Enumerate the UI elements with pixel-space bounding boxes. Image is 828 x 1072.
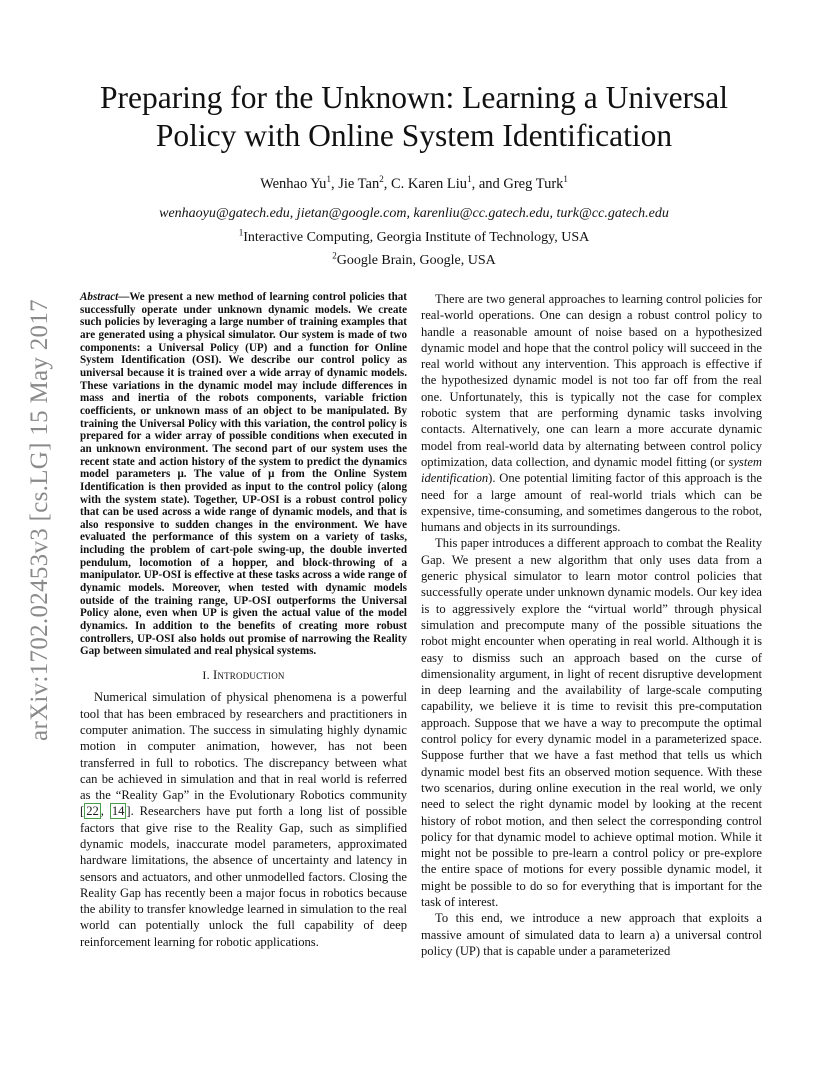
author-name: Wenhao Yu: [260, 175, 327, 192]
affiliations-block: [60, 205, 768, 270]
citation-link[interactable]: 14: [111, 804, 125, 819]
author-name: Greg Turk: [503, 175, 564, 192]
arxiv-identifier: arXiv:1702.02453v3 [cs.LG] 15 May 2017: [26, 299, 53, 741]
section-number: I.: [202, 668, 210, 683]
abstract: [80, 291, 407, 658]
citation-link[interactable]: 22: [86, 804, 99, 819]
title-line-2: Policy with Online System Identification: [155, 118, 673, 153]
affiliation-line: $^1$Interactive Computing, Georgia Institute of Technology, USA: [238, 227, 590, 245]
right-column: [421, 291, 762, 959]
author-affil-marker: 1: [326, 174, 331, 184]
author-name: C. Karen Liu: [390, 175, 468, 192]
paper-title: [60, 79, 768, 155]
intro-paragraph: Numerical simulation of physical phenomena is a powerful tool that has been embraced by researchers and practitioners in computer animation. The success in simulating highly dynamic motion in computer animation, however, has not been transferred in full to robotics. The discrepancy between what can be achieved in simulation and that in real world is referred as the “Reality Gap” in the Evolutionary Robotics community [ 22 , 14 ]. Researchers have put forth a long list of possible factors that give rise to the Reality Gap, such as simplified dynamic models, inaccurate model parameters, approximated hardware limitations, the absence of uncertainty and latency in sensors and actuators, and other unmodelled factors. Closing the Reality Gap has recently been a major focus in robotics because the ability to transfer knowledge learned in simulation to the real world can potentially unlock the full capability of deep reinforcement learning for robotic applications.: [80, 690, 407, 949]
affiliation-line: $^2$Google Brain, Google, USA: [332, 250, 496, 269]
abstract-label: Abstract: [80, 291, 119, 303]
author-separator: ,: [330, 175, 339, 192]
left-column: [80, 291, 407, 950]
body-paragraph: This paper introduces a different approach to combat the Reality Gap. We present a new algorithm that only uses data from a generic physical simulator to learn motor control policies that successfully operate under unknown dynamic models. Our key idea is to aggressively explore the “virtual world” through physical simulation and precompute many of the possible situations the robot might encounter when operating in real world. Although it is easy to dismiss such an approach based on the curse of dimensionality argument, in light of recent disruptive development in deep learning and the availability of large-scale computing capability, we believe it is time to revisit this pre-computation approach. Suppose that we have a way to precompute the optimal control policy for every dynamic model in a parameterized space. Suppose further that we have a fast method that tells us which dynamic model best fits an observed motion sequence. With these two scenarios, during online execution in the real world, we only need to select the right dynamic model by looking at the recent history of robot motion, and then select the corresponding control policy for that dynamic model to achieve optimal motion. While it might not be possible to pre-learn a control policy or pre-explore the entire space of motions for every possible dynamic model, it might be possible to do so for everything that is important for the task of interest.: [421, 536, 762, 909]
body-paragraph: To this end, we introduce a new approach that exploits a massive amount of simulated data to learn a) a universal control policy (UP) that is capable under a parameterized: [421, 911, 762, 958]
author-affil-marker: 2: [379, 174, 384, 184]
abstract-text: —We present a new method of learning control policies that successfully operate under unknown dynamic models. We create such policies by leveraging a large number of training examples that are generated using a physical simulator. Our system is made of two components: a Universal Policy (UP) and a function for Online System Identification (OSI). We describe our control policy as universal because it is trained over a wide array of dynamic models. These variations in the dynamic model may include differences in mass and inertia of the robots components, variable friction coefficients, or unknown mass of an object to be manipulated. By training the Universal Policy with this variation, the control policy is prepared for a wider array of possible conditions when executed in an unknown environment. The second part of our system uses the recent state and action history of the system to predict the dynamics model parameters μ. The value of μ from the Online System Identification is then provided as input to the control policy (along with the system state). Together, UP-OSI is a robust control policy that can be used across a wide range of dynamic models, and that is also responsive to sudden changes in the environment. We have evaluated the performance of this system on a variety of tasks, including the problem of cart-pole swing-up, the double inverted pendulum, locomotion of a hopper, and block-throwing of a manipulator. UP-OSI is effective at these tasks across a wide range of dynamic models. Moreover, when tested with dynamic models outside of the training range, UP-OSI outperforms the Universal Policy alone, even when UP is given the actual value of the model dynamics. In addition to the benefits of creating more robust controllers, UP-OSI also holds out promise of narrowing the Reality Gap between simulated and real physical systems.: [80, 291, 407, 658]
body-paragraph: There are two general approaches to learning control policies for real-world operations. One can design a robust control policy to handle a reasonable amount of noise based on a hypothesized dynamic model and hope that the control policy will succeed in the real world without any intervention. This approach is effective if the hypothesized dynamic model is not too far off from the real one. Unfortunately, this is typically not the case for complex robotic system that are performing dynamic tasks involving contacts. Alternatively, one can learn a more accurate dynamic model from real-world data by alternating between control policy optimization, data collection, and dynamic model fitting (or system identification). One potential limiting factor of this approach is the need for a large amount of real-world trials which can be expensive, time-consuming, and sometimes dangerous to the robot, humans and objects in its surroundings.: [421, 292, 762, 535]
title-line-1: Preparing for the Unknown: Learning a Universal: [99, 80, 729, 115]
author-separator: , and: [471, 175, 504, 192]
author-list: [60, 174, 768, 193]
author-affil-marker: 1: [467, 174, 472, 184]
author-affil-marker: 1: [563, 174, 568, 184]
section-title: Introduction: [213, 668, 285, 683]
author-separator: ,: [383, 175, 391, 192]
author-emails: wenhaoyu@gatech.edu, jietan@google.com, karenliu@cc.gatech.edu, turk@cc.gatech.edu: [159, 206, 669, 221]
author-name: Jie Tan: [338, 175, 380, 192]
section-heading: [80, 667, 407, 683]
